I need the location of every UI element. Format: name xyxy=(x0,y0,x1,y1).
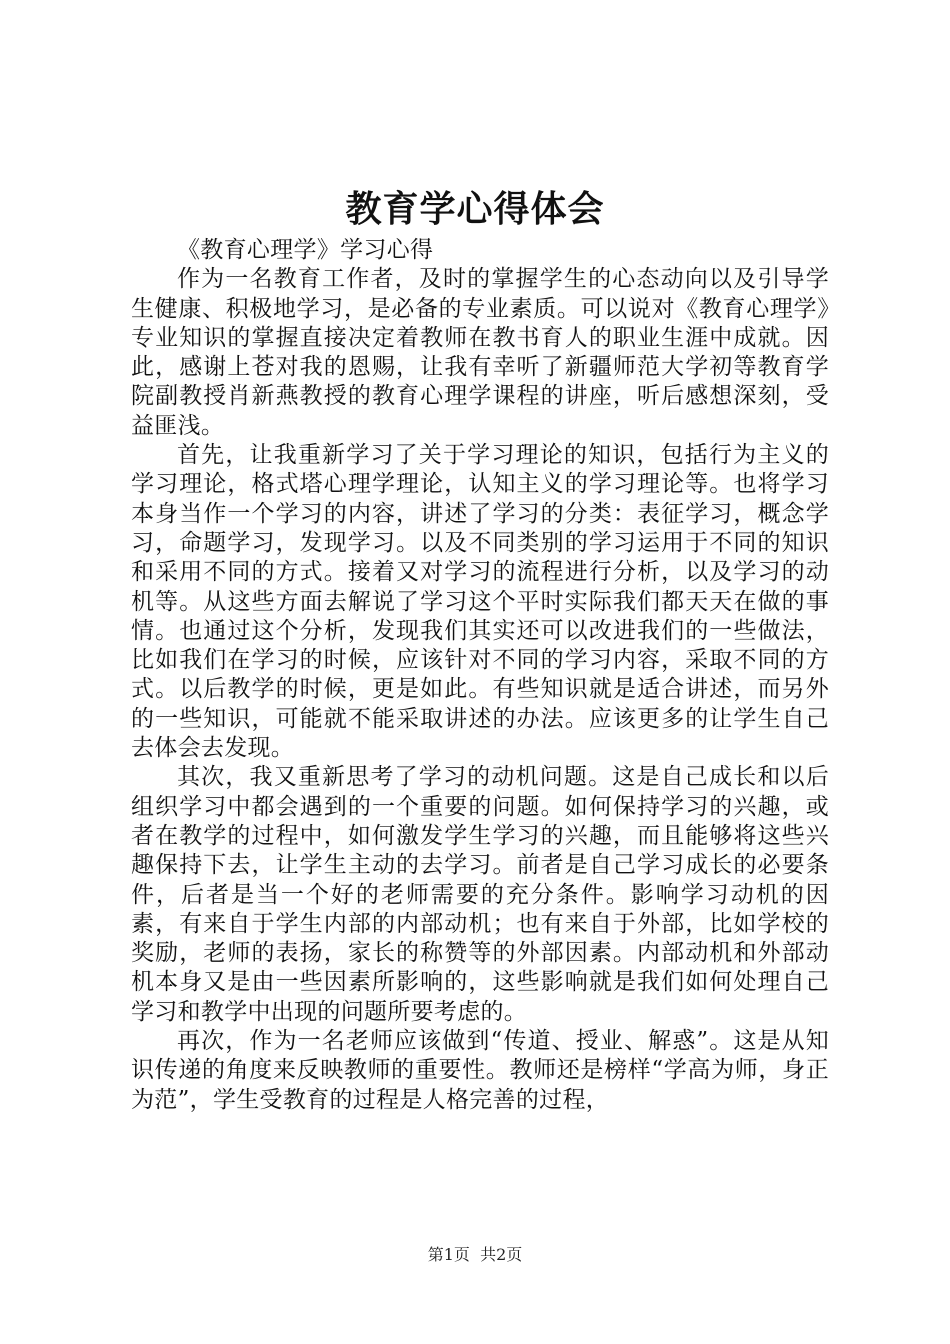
paragraph-4: 再次，作为一名老师应该做到“传道、授业、解惑”。这是从知识传递的角度来反映教师的重要性。教师还是榜样“学高为师，身正为范”，学生受教育的过程是人格完善的过程， xyxy=(131,1028,829,1113)
paragraph-2: 首先，让我重新学习了关于学习理论的知识，包括行为主义的学习理论，格式塔心理学理论，认知主义的学习理论等。也将学习本身当作一个学习的内容，讲述了学习的分类：表征学习，概念学习，命题学习，发现学习。以及不同类别的学习运用于不同的知识和采用不同的方式。接着又对学习的流程进行分析，以及学习的动机等。从这些方面去解说了学习这个平时实际我们都天天在做的事情。也通过这个分析，发现我们其实还可以改进我们的一些做法，比如我们在学习的时候，应该针对不同的学习内容，采取不同的方式。以后教学的时候，更是如此。有些知识就是适合讲述，而另外的一些知识，可能就不能采取讲述的办法。应该更多的让学生自己去体会去发现。 xyxy=(131,442,829,762)
document-subtitle: 《教育心理学》学习心得 xyxy=(177,237,434,263)
paragraph-3: 其次，我又重新思考了学习的动机问题。这是自己成长和以后组织学习中都会遇到的一个重要的问题。如何保持学习的兴趣，或者在教学的过程中，如何激发学生学习的兴趣，而且能够将这些兴趣保持下去，让学生主动的去学习。前者是自己学习成长的必要条件，后者是当一个好的老师需要的充分条件。影响学习动机的因素，有来自于学生内部的内部动机；也有来自于外部，比如学校的奖励，老师的表扬，家长的称赞等的外部因素。内部动机和外部动机本身又是由一些因素所影响的，这些影响就是我们如何处理自己学习和教学中出现的问题所要考虑的。 xyxy=(131,764,829,1025)
page-footer xyxy=(0,1243,950,1267)
document-title: 教育学心得体会 xyxy=(345,188,605,230)
paragraph-1: 作为一名教育工作者，及时的掌握学生的心态动向以及引导学生健康、积极地学习，是必备的专业素质。可以说对《教育心理学》专业知识的掌握直接决定着教师在教书育人的职业生涯中成就。因此，感谢上苍对我的恩赐，让我有幸听了新疆师范大学初等教育学院副教授肖新燕教授的教育心理学课程的讲座，听后感想深刻，受益匪浅。 xyxy=(131,266,829,439)
page-number: 第1页 xyxy=(427,1245,470,1264)
document-body xyxy=(131,236,829,1115)
page-total: 共2页 xyxy=(480,1245,523,1264)
